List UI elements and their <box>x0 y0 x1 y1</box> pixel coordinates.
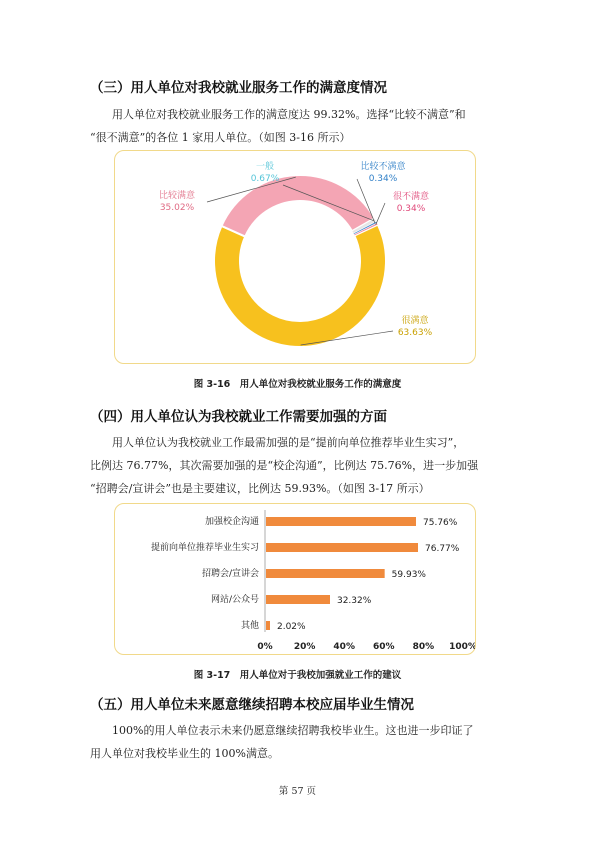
bar-x-tick-label: 100% <box>449 642 475 652</box>
section-paragraph-5 <box>90 719 510 765</box>
bar-chart <box>115 504 475 654</box>
donut-leader-line <box>376 203 385 225</box>
bar <box>266 569 385 578</box>
donut-slice <box>221 175 374 237</box>
donut-category-label: 比较满意 <box>158 191 196 201</box>
donut-chart <box>115 151 475 363</box>
figure-caption-3-16: 图 3-16 用人单位对我校就业服务工作的满意度 <box>193 379 402 390</box>
donut-value-label: 0.34% <box>396 204 426 214</box>
bar-chart-frame <box>114 503 476 655</box>
bar-x-tick-label: 0% <box>257 642 273 652</box>
bar <box>266 517 416 526</box>
donut-value-label: 63.63% <box>397 328 433 338</box>
bar-x-tick-label: 80% <box>412 642 435 652</box>
paragraph-line: “招聘会/宣讲会”也是主要建议，比例达 59.93%。（如图 3-17 所示） <box>90 482 430 495</box>
donut-category-label: 很不满意 <box>392 192 430 202</box>
bar-x-tick-label: 20% <box>293 642 316 652</box>
bar-value-label: 59.93% <box>391 570 426 580</box>
paragraph-line: 比例达 76.77%，其次需要加强的是“校企沟通”，比例达 75.76%，进一步加强 <box>90 459 479 472</box>
paragraph-line-text: 100%的用人单位表示未来仍愿意继续招聘我校毕业生。这也进一步印证了 <box>112 724 474 737</box>
bar <box>266 595 330 604</box>
paragraph-line <box>90 719 510 742</box>
bar-category-label: 招聘会/宣讲会 <box>201 569 259 579</box>
donut-value-label: 35.02% <box>159 203 195 213</box>
bar-x-tick-label: 40% <box>333 642 355 652</box>
section-paragraph-3 <box>90 103 510 149</box>
donut-slice <box>214 225 386 347</box>
section-paragraph-4 <box>90 431 510 500</box>
paragraph-line: 用人单位对我校毕业生的 100%满意。 <box>90 747 279 760</box>
section-heading-3: （三）用人单位对我校就业服务工作的满意度情况 <box>90 80 387 96</box>
bar-category-label: 其他 <box>240 621 259 631</box>
paragraph-line-text: 用人单位对我校就业服务工作的满意度达 99.32%。选择“比较不满意”和 <box>112 108 466 121</box>
donut-value-label: 0.67% <box>250 174 280 184</box>
bar-value-label: 2.02% <box>276 622 306 632</box>
bar-category-label: 网站/公众号 <box>210 595 259 605</box>
bar-value-label: 76.77% <box>425 544 460 554</box>
bar-x-tick-label: 60% <box>373 642 395 652</box>
paragraph-line <box>90 431 510 454</box>
bar-value-label: 32.32% <box>336 596 372 606</box>
bar <box>266 621 270 630</box>
bar-value-label: 75.76% <box>423 518 458 528</box>
donut-chart-frame <box>114 150 476 364</box>
bar-category-label: 加强校企沟通 <box>204 517 259 527</box>
paragraph-line-text: 用人单位认为我校就业工作最需加强的是“提前向单位推荐毕业生实习”， <box>112 436 465 449</box>
section-heading-4: （四）用人单位认为我校就业工作需要加强的方面 <box>90 409 387 425</box>
donut-category-label: 一般 <box>255 162 275 172</box>
figure-caption-3-17: 图 3-17 用人单位对于我校加强就业工作的建议 <box>193 670 402 681</box>
bar-category-label: 提前向单位推荐毕业生实习 <box>150 543 259 553</box>
paragraph-line: “很不满意”的各位 1 家用人单位。（如图 3-16 所示） <box>90 131 351 144</box>
paragraph-line <box>90 103 510 126</box>
page-number: 第 57 页 <box>278 786 317 797</box>
bar <box>266 543 418 552</box>
donut-category-label: 很满意 <box>401 316 429 326</box>
donut-category-label: 比较不满意 <box>360 162 406 172</box>
donut-value-label: 0.34% <box>368 174 398 184</box>
section-heading-5: （五）用人单位未来愿意继续招聘本校应届毕业生情况 <box>90 697 414 713</box>
